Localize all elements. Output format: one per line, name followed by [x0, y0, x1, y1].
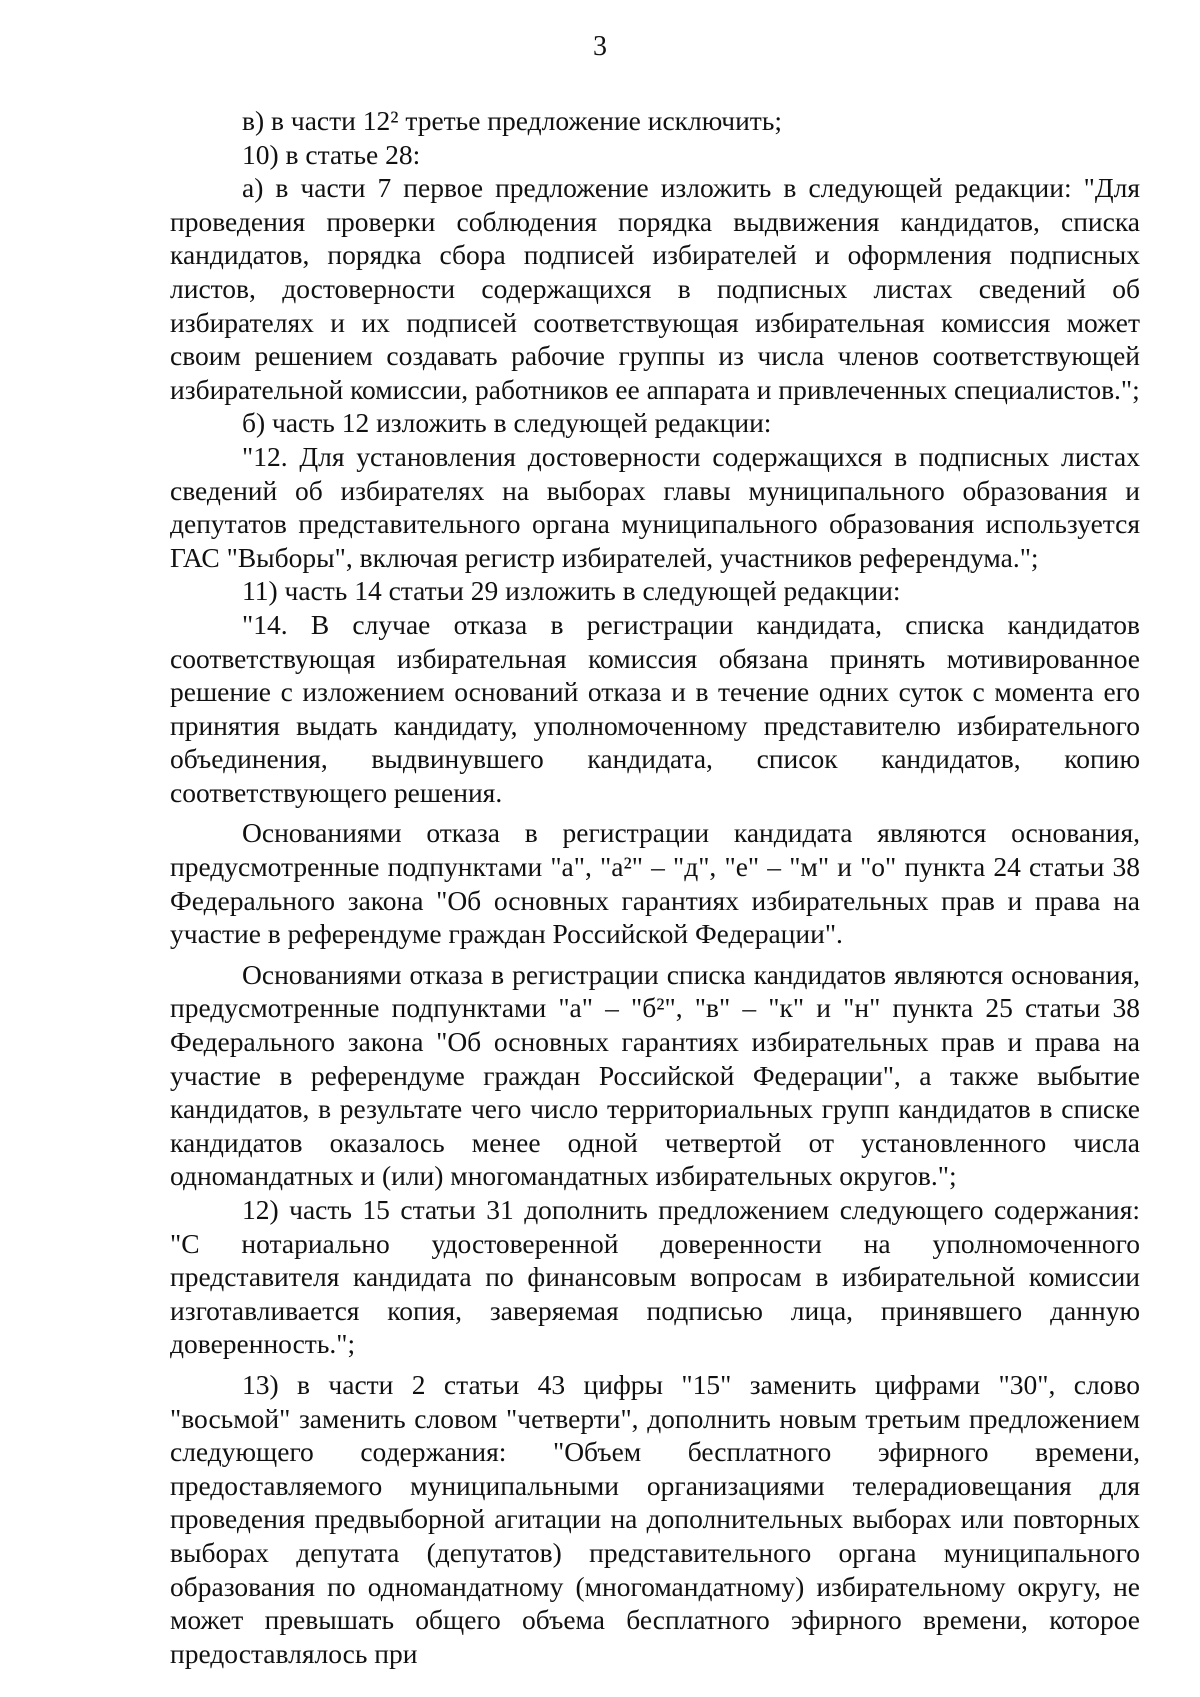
paragraph-spacer: [170, 809, 1140, 816]
paragraph-item-13: 13) в части 2 статьи 43 цифры "15" заменить цифрами "30", слово "восьмой" заменить словом "четверти", дополнить новым третьим предложением следующего содержания: "Объем бесплатного эфирного времени, предоставляемого муниципальными организациями телерадиовещания для проведения предвыборной агитации на дополнительных выборах или повторных выборах депутата (депутатов) представительного органа муниципального образования по одномандатному (многомандатному) избирательному округу, не может превышать общего объема бесплатного эфирного времени, которое предоставлялось при: [170, 1368, 1140, 1669]
paragraph-clause-b: б) часть 12 изложить в следующей редакции:: [242, 407, 772, 439]
page-number: 3: [593, 31, 607, 62]
paragraph-clause-a: а) в части 7 первое предложение изложить в следующей редакции: "Для проведения проверки соблюдения порядка выдвижения кандидатов, списка кандидатов, порядка сбора подписей избирателей и оформления подписных листов, достоверности содержащихся в подписных листах сведений об избирателях и их подписей соответствующая избирательная комиссия может своим решением создавать рабочие группы из числа членов соответствующей избирательной комиссии, работников ее аппарата и привлеченных специалистов.";: [170, 172, 1140, 405]
paragraph-clause-v: в) в части 12² третье предложение исключить;: [242, 105, 782, 136]
document-body: [170, 104, 1140, 1670]
paragraph-list-refusal-grounds: Основаниями отказа в регистрации списка кандидатов являются основания, предусмотренные подпунктами "а" – "б²", "в" – "к" и "н" пункта 25 статьи 38 Федерального закона "Об основных гарантиях избирательных прав и права на участие в референдуме граждан Российской Федерации", а также выбытие кандидатов, в результате чего число территориальных групп кандидатов в списке кандидатов оказалось менее одной четвертой от установленного числа одномандатных и (или) многомандатных избирательных округов.";: [170, 958, 1140, 1192]
paragraph-candidate-refusal-grounds: Основаниями отказа в регистрации кандидата являются основания, предусмотренные подпунктами "а", "а²" – "д", "е" – "м" и "о" пункта 24 статьи 38 Федерального закона "Об основных гарантиях избирательных прав и права на участие в референдуме граждан Российской Федерации".: [170, 817, 1140, 950]
paragraph-part-12-text: "12. Для установления достоверности содержащихся в подписных листах сведений об избирателях на выборах главы муниципального образования и депутатов представительного органа муниципального образования используется ГАС "Выборы", включая регистр избирателей, участников референдума.";: [170, 440, 1140, 573]
paragraph-item-10: 10) в статье 28:: [242, 138, 421, 170]
paragraph-item-12: 12) часть 15 статьи 31 дополнить предложением следующего содержания: "С нотариально удостоверенной доверенности на уполномоченного представителя кандидата по финансовым вопросам в избирательной комиссии изготавливается копия, заверяемая подписью лица, принявшего данную доверенность.";: [170, 1194, 1140, 1360]
paragraph-spacer: [170, 951, 1140, 958]
paragraph-part-14-text: "14. В случае отказа в регистрации кандидата, списка кандидатов соответствующая избирательная комиссия обязана принять мотивированное решение с изложением оснований отказа и в течение одних суток с момента его принятия выдать кандидату, уполномоченному представителю избирательного объединения, выдвинувшего кандидата, список кандидатов, копию соответствующего решения.: [170, 608, 1140, 808]
paragraph-spacer: [170, 1361, 1140, 1368]
paragraph-item-11: 11) часть 14 статьи 29 изложить в следующей редакции:: [242, 575, 901, 607]
